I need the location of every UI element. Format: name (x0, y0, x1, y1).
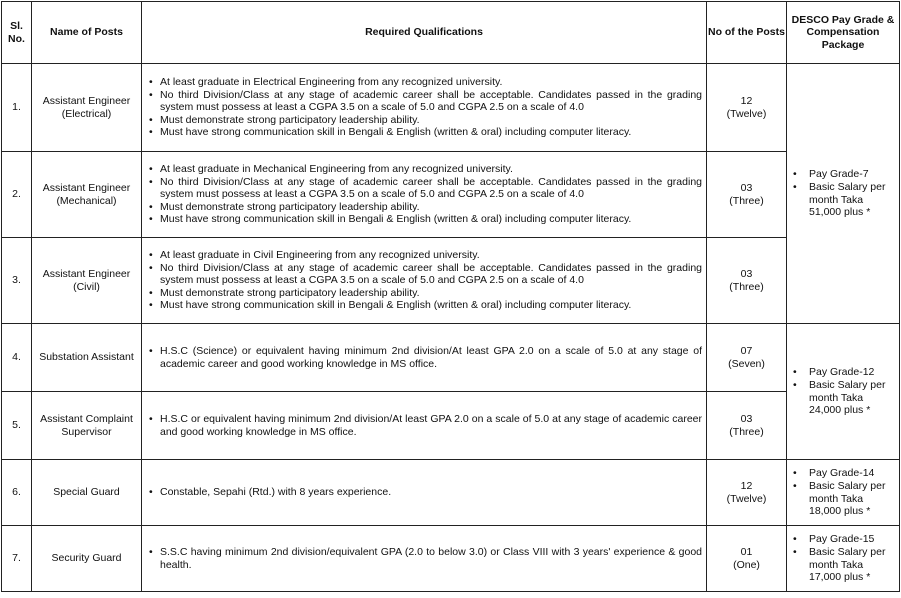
row-post-name: Substation Assistant (32, 324, 142, 392)
qualification-item: • Must have strong communication skill in Bengali & English (written & oral) including computer literacy. (148, 126, 702, 139)
qualification-item: • Must demonstrate strong participatory leadership ability. (148, 201, 702, 214)
post-count-words: (One) (733, 558, 760, 571)
row-qualifications (142, 392, 707, 460)
pay-grade-cell (787, 324, 900, 460)
basic-salary: • Basic Salary per month Taka 24,000 plus * (791, 379, 897, 417)
post-count-number: 03 (740, 267, 753, 280)
pay-grade: • Pay Grade-7 (791, 168, 897, 181)
row-post-count (707, 152, 787, 238)
pay-grade: • Pay Grade-14 (791, 467, 897, 480)
pay-grade: • Pay Grade-12 (791, 366, 897, 379)
row-post-count (707, 392, 787, 460)
pay-grade: • Pay Grade-15 (791, 533, 897, 546)
post-count-words: (Three) (729, 425, 764, 438)
pay-grade-cell (787, 526, 900, 592)
row-post-name: Assistant Engineer (Civil) (32, 238, 142, 324)
pay-grade-cell (787, 460, 900, 526)
row-post-name: Security Guard (32, 526, 142, 592)
header-required-qualifications: Required Qualifications (142, 2, 707, 64)
qualification-item: • At least graduate in Electrical Engineering from any recognized university. (148, 76, 702, 89)
row-qualifications (142, 526, 707, 592)
table-row (2, 460, 900, 526)
qualification-item: • No third Division/Class at any stage of academic career shall be acceptable. Candidates passed in the grading system must possess at least a CGPA 3.5 on a scale of 5.0 and CGPA 2.5 on a scale of 4.0 (148, 176, 702, 201)
qualification-item: • Constable, Sepahi (Rtd.) with 8 years experience. (148, 486, 702, 499)
row-sl: 4. (2, 324, 32, 392)
header-row (2, 2, 900, 64)
row-qualifications (142, 324, 707, 392)
qualification-item: • S.S.C having minimum 2nd division/equivalent GPA (2.0 to below 3.0) or Class VIII with 3 years' experience & good health. (148, 546, 702, 571)
row-sl: 3. (2, 238, 32, 324)
qualification-item: • Must have strong communication skill in Bengali & English (written & oral) including computer literacy. (148, 299, 702, 312)
post-count-number: 03 (740, 181, 753, 194)
row-qualifications (142, 238, 707, 324)
row-sl: 6. (2, 460, 32, 526)
qualification-item: • Must have strong communication skill in Bengali & English (written & oral) including computer literacy. (148, 213, 702, 226)
row-sl: 1. (2, 64, 32, 152)
header-no-of-posts: No of the Posts (707, 2, 787, 64)
row-sl: 7. (2, 526, 32, 592)
header-name-of-posts: Name of Posts (32, 2, 142, 64)
qualification-item: • Must demonstrate strong participatory leadership ability. (148, 114, 702, 127)
row-sl: 2. (2, 152, 32, 238)
header-pay-grade: DESCO Pay Grade & Compensation Package (787, 2, 900, 64)
row-post-count (707, 238, 787, 324)
table-row (2, 324, 900, 392)
post-count-words: (Three) (729, 194, 764, 207)
qualification-item: • No third Division/Class at any stage of academic career shall be acceptable. Candidates passed in the grading system must possess at least a CGPA 3.5 on a scale of 5.0 and CGPA 2.5 on a scale of 4.0 (148, 89, 702, 114)
basic-salary: • Basic Salary per month Taka 17,000 plus * (791, 546, 897, 584)
row-post-name: Special Guard (32, 460, 142, 526)
qualification-item: • No third Division/Class at any stage of academic career shall be acceptable. Candidates passed in the grading system must possess at least a CGPA 3.5 on a scale of 5.0 and CGPA 2.5 on a scale of 4.0 (148, 262, 702, 287)
post-count-number: 12 (740, 94, 753, 107)
qualification-item: • Must demonstrate strong participatory leadership ability. (148, 287, 702, 300)
row-post-count (707, 526, 787, 592)
row-qualifications (142, 64, 707, 152)
post-count-words: (Twelve) (726, 107, 767, 120)
row-post-name: Assistant Complaint Supervisor (32, 392, 142, 460)
post-count-number: 07 (740, 344, 753, 357)
row-post-name: Assistant Engineer (Mechanical) (32, 152, 142, 238)
table-row (2, 238, 900, 324)
table-row (2, 152, 900, 238)
post-count-words: (Seven) (728, 357, 765, 370)
table-row (2, 526, 900, 592)
row-post-count (707, 460, 787, 526)
post-count-number: 03 (740, 412, 753, 425)
table-row (2, 392, 900, 460)
qualification-item: • At least graduate in Mechanical Engineering from any recognized university. (148, 163, 702, 176)
header-sl: Sl. No. (2, 2, 32, 64)
post-count-words: (Three) (729, 280, 764, 293)
row-sl: 5. (2, 392, 32, 460)
pay-grade-cell (787, 64, 900, 324)
row-qualifications (142, 152, 707, 238)
post-count-words: (Twelve) (726, 492, 767, 505)
post-count-number: 12 (740, 479, 753, 492)
row-post-count (707, 64, 787, 152)
qualification-item: • At least graduate in Civil Engineering from any recognized university. (148, 249, 702, 262)
qualification-item: • H.S.C (Science) or equivalent having minimum 2nd division/At least GPA 2.0 on a scale of 5.0 at any stage of academic career and good working knowledge in MS office. (148, 345, 702, 370)
qualification-item: • H.S.C or equivalent having minimum 2nd division/At least GPA 2.0 on a scale of 5.0 at any stage of academic career and good working knowledge in MS office. (148, 413, 702, 438)
row-post-name: Assistant Engineer (Electrical) (32, 64, 142, 152)
post-count-number: 01 (740, 545, 753, 558)
row-qualifications (142, 460, 707, 526)
job-vacancy-table (1, 1, 900, 592)
table-row (2, 64, 900, 152)
basic-salary: • Basic Salary per month Taka 18,000 plus * (791, 480, 897, 518)
basic-salary: • Basic Salary per month Taka 51,000 plus * (791, 181, 897, 219)
row-post-count (707, 324, 787, 392)
